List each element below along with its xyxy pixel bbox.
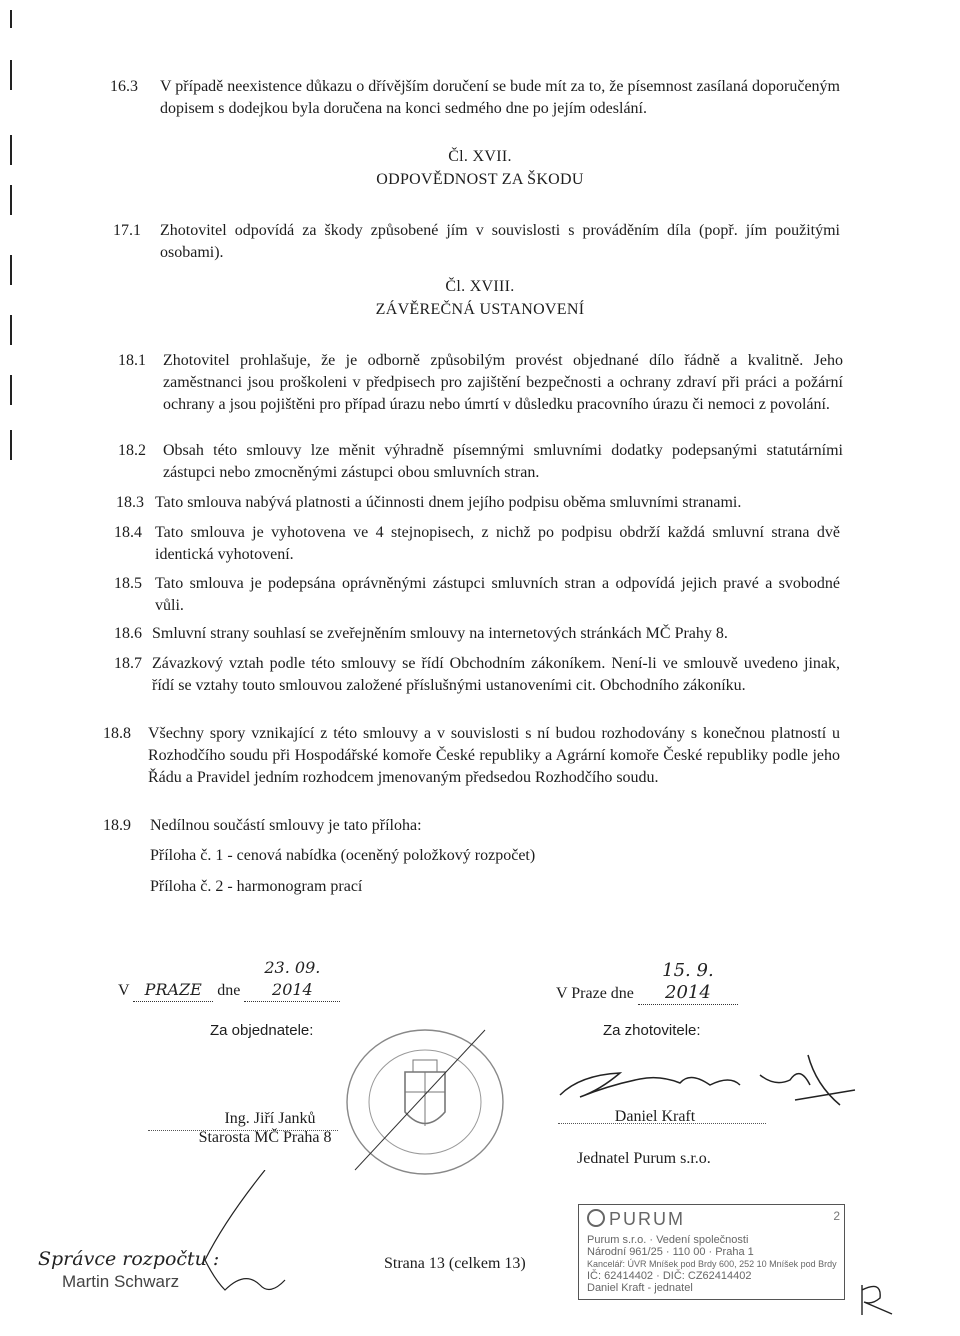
clause-text: Tato smlouva nabývá platnosti a účinnosti dnem jejího podpisu oběma smluvními stranami. (155, 494, 742, 511)
clause-text: Všechny spory vznikající z této smlouvy a v souvislosti s ní budou rozhodovány s konečnou platností u Rozhodčího soudu při Hospodářské komoře České republiky a Agrární komoře České republiky podle jeho Řádu a Pravidel jedním rozhodcem jmenovaným předsedou Rozhodčího soudu. (148, 725, 840, 786)
stamp-line: Národní 961/25 · 110 00 · Praha 1 (587, 1246, 754, 1258)
signing-place-left (118, 957, 340, 1002)
clause-text: Nedílnou součástí smlouvy je tato příloha: (150, 817, 422, 834)
clause-number: 18.6 (114, 625, 142, 642)
customer-role: Starosta MČ Praha 8 (198, 1129, 332, 1146)
article-title: ZÁVĚREČNÁ USTANOVENÍ (375, 301, 585, 318)
article-title: ODPOVĚDNOST ZA ŠKODU (376, 171, 584, 188)
clause-text: V případě neexistence důkazu o dřívějším doručení se bude mít za to, že písemnost zasílaná doporučeným dopisem s dodejkou byla doručena na konci sedmého dne po jejím odeslání. (160, 78, 840, 117)
attachment-item: Příloha č. 2 - harmonogram prací (150, 878, 363, 895)
stamp-line: Purum s.r.o. · Vedení společnosti (587, 1234, 749, 1246)
clause-text: Tato smlouva je podepsána oprávněnými zástupci smluvních stran a odpovídá jejich pravé a svobodné vůli. (155, 575, 840, 614)
margin-mark (10, 60, 12, 90)
budget-manager-title: Správce rozpočtu : (38, 1248, 220, 1270)
contractor-signature-image (540, 1045, 860, 1115)
clause-number: 18.1 (118, 352, 146, 369)
clause-number: 17.1 (113, 222, 141, 239)
clause-text: Zhotovitel prohlašuje, že je odborně způsobilým provést objednané dílo řádně a kvalitně. Jeho zaměstnanci jsou proškoleni v předpisech pro zajištění bezpečnosti a ochrany zdraví při práci a požární ochrany a jsou pojištěni pro případ úrazu nebo úmrtí v důsledku pracovního úrazu či nemoci z povolání. (163, 352, 843, 413)
clause-text: Smluvní strany souhlasí se zveřejněním smlouvy na internetových stránkách MČ Prahy 8. (152, 625, 728, 642)
signing-date-handwritten: 15. 9. 2014 (638, 960, 738, 1005)
clause-number: 18.2 (118, 442, 146, 459)
signing-place-handwritten: PRAZE (133, 979, 213, 1002)
margin-mark (10, 10, 12, 28)
clause-number: 16.3 (110, 78, 138, 95)
stamp-line: Daniel Kraft - jednatel (587, 1282, 693, 1294)
municipal-seal (335, 1020, 510, 1180)
article-number: Čl. XVIII. (445, 278, 515, 295)
stamp-company: PURUM (587, 1209, 685, 1230)
clause-text: Obsah této smlouvy lze měnit výhradně písemnými smluvními dodatky podepsanými statutárními zástupci nebo zmocněnými zástupci obou smluvních stran. (163, 442, 843, 481)
clause-text: Závazkový vztah podle této smlouvy se řídí Obchodním zákoníkem. Není-li ve smlouvě uvedeno jinak, řídí se vztahy touto smlouvou založené příslušnými ustanoveními cit. Obchodního zákoníku. (152, 655, 840, 694)
clause-number: 18.3 (116, 494, 144, 511)
stamp-line: IČ: 62414402 · DIČ: CZ62414402 (587, 1270, 752, 1282)
customer-name: Ing. Jiří Janků (224, 1110, 316, 1127)
page-number: Strana 13 (celkem 13) (384, 1255, 526, 1272)
attachment-item: Příloha č. 1 - cenová nabídka (oceněný položkový rozpočet) (150, 847, 536, 864)
clause-number: 18.8 (103, 725, 131, 742)
clause-number: 18.4 (114, 524, 142, 541)
stamp-line: Kancelář: ÚVR Mníšek pod Brdy 600, 252 10 Mníšek pod Brdy (587, 1259, 837, 1269)
stamp-logo-icon (587, 1209, 605, 1227)
clause-number: 18.7 (114, 655, 142, 672)
contractor-label: Za zhotovitele: (603, 1022, 701, 1039)
signing-dne: dne (217, 982, 241, 999)
signing-date-handwritten: 23. 09. 2014 (244, 957, 340, 1002)
pen-stroke (185, 1170, 295, 1300)
signing-prefix: V Praze dne (556, 985, 634, 1002)
budget-manager-name: Martin Schwarz (62, 1272, 180, 1291)
company-stamp (578, 1204, 845, 1300)
signing-prefix: V (118, 982, 130, 999)
clause-text: Zhotovitel odpovídá za škody způsobené jím v souvislosti s prováděním díla (popř. jím použitými osobami). (160, 222, 840, 261)
clause-text: Tato smlouva je vyhotovena ve 4 stejnopisech, z nichž po podpisu obdrží každá smluvní strana dvě identická vyhotovení. (155, 524, 840, 563)
contractor-name: Daniel Kraft (614, 1108, 696, 1125)
clause-number: 18.9 (103, 817, 131, 834)
initials-scribble (852, 1280, 902, 1320)
stamp-number: 2 (833, 1209, 840, 1223)
customer-label: Za objednatele: (210, 1022, 314, 1039)
clause-number: 18.5 (114, 575, 142, 592)
margin-mark (10, 375, 12, 405)
margin-mark (10, 430, 12, 460)
signing-place-right (556, 960, 738, 1005)
article-number: Čl. XVII. (448, 148, 512, 165)
contractor-role: Jednatel Purum s.r.o. (577, 1150, 711, 1167)
